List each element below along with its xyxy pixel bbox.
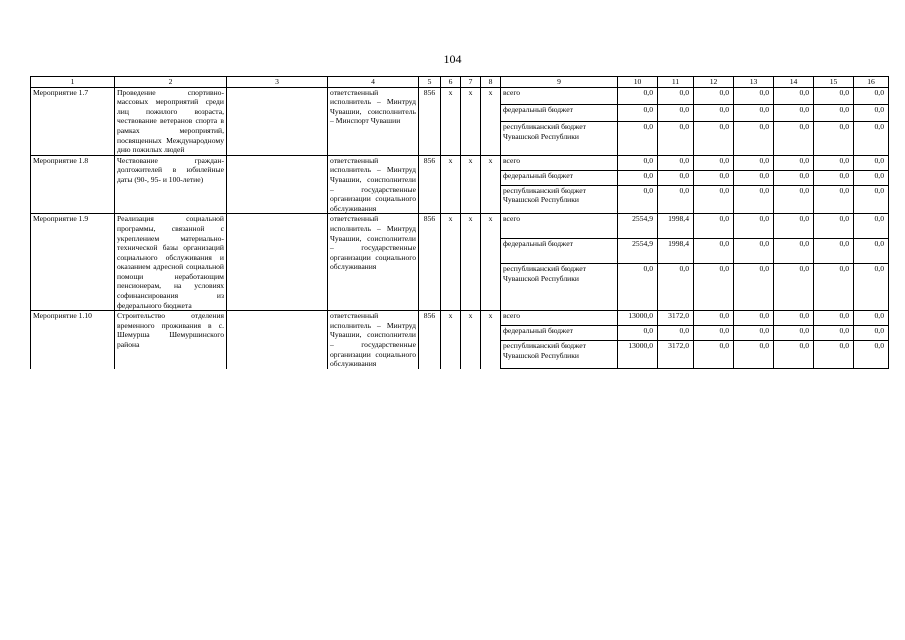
- value-cell: 0,0: [694, 155, 734, 170]
- value-cell: 0,0: [694, 239, 734, 264]
- value-cell: 2554,9: [618, 214, 658, 239]
- event-name: Реализация социальной программы, связанной с укреплением материально-технической базы организаций социального обслуживания и оказанием адресной социальной помощи неработающим пенсионерам, на условиях софинансирования из федерального бюджета: [115, 214, 227, 311]
- header-cell: 8: [481, 77, 501, 88]
- event-id: Мероприятие 1.8: [31, 155, 115, 214]
- value-cell: 0,0: [658, 326, 694, 341]
- value-cell: 0,0: [854, 326, 889, 341]
- value-cell: 0,0: [734, 170, 774, 185]
- header-cell: 1: [31, 77, 115, 88]
- value-cell: 0,0: [658, 87, 694, 104]
- value-cell: 0,0: [734, 155, 774, 170]
- value-cell: 0,0: [854, 263, 889, 310]
- value-cell: 0,0: [694, 122, 734, 155]
- header-cell: 16: [854, 77, 889, 88]
- value-cell: 0,0: [694, 87, 734, 104]
- empty-cell: [227, 87, 328, 155]
- value-cell: 0,0: [734, 214, 774, 239]
- value-cell: 0,0: [734, 87, 774, 104]
- mark-cell: х: [481, 155, 501, 214]
- code-cell: 856: [419, 87, 441, 155]
- value-cell: 0,0: [618, 155, 658, 170]
- value-cell: 0,0: [814, 214, 854, 239]
- value-cell: 0,0: [618, 170, 658, 185]
- value-cell: 0,0: [814, 87, 854, 104]
- mark-cell: х: [461, 214, 481, 311]
- value-cell: 0,0: [774, 311, 814, 326]
- budget-source: республиканский бюджет Чувашской Республики: [501, 263, 618, 310]
- value-cell: 0,0: [774, 185, 814, 214]
- event-name: Проведение спортивно-массовых мероприятий среди лиц пожилого возраста, чествование ветеранов спорта в рамках мероприятий, посвященных Международному дню пожилых людей: [115, 87, 227, 155]
- value-cell: 0,0: [814, 170, 854, 185]
- value-cell: 0,0: [814, 326, 854, 341]
- header-cell: 14: [774, 77, 814, 88]
- budget-source: всего: [501, 87, 618, 104]
- budget-source: всего: [501, 214, 618, 239]
- value-cell: 1998,4: [658, 214, 694, 239]
- value-cell: 13000,0: [618, 311, 658, 326]
- value-cell: 0,0: [694, 263, 734, 310]
- program-table: [30, 76, 889, 369]
- value-cell: 0,0: [734, 263, 774, 310]
- event-name: Строительство отделения временного проживания в с. Шемурша Шемуршинского района: [115, 311, 227, 369]
- header-cell: 2: [115, 77, 227, 88]
- budget-source: республиканский бюджет Чувашской Республики: [501, 185, 618, 214]
- value-cell: 0,0: [694, 214, 734, 239]
- value-cell: 0,0: [618, 185, 658, 214]
- value-cell: 0,0: [814, 311, 854, 326]
- value-cell: 0,0: [734, 185, 774, 214]
- value-cell: 0,0: [734, 105, 774, 122]
- code-cell: 856: [419, 311, 441, 369]
- value-cell: 0,0: [854, 122, 889, 155]
- value-cell: 3172,0: [658, 340, 694, 368]
- value-cell: 0,0: [814, 122, 854, 155]
- value-cell: 0,0: [618, 122, 658, 155]
- value-cell: 0,0: [814, 263, 854, 310]
- value-cell: 0,0: [814, 155, 854, 170]
- budget-source: республиканский бюджет Чувашской Республики: [501, 340, 618, 368]
- value-cell: 0,0: [774, 340, 814, 368]
- budget-source: федеральный бюджет: [501, 170, 618, 185]
- header-cell: 6: [441, 77, 461, 88]
- value-cell: 0,0: [774, 326, 814, 341]
- value-cell: 0,0: [618, 326, 658, 341]
- budget-source: республиканский бюджет Чувашской Республики: [501, 122, 618, 155]
- event-executors: ответственный исполнитель – Минтруд Чувашии, соисполнители – государственные организации социального обслуживания: [328, 311, 419, 369]
- header-cell: 9: [501, 77, 618, 88]
- value-cell: 0,0: [774, 122, 814, 155]
- value-cell: 0,0: [814, 340, 854, 368]
- mark-cell: х: [441, 87, 461, 155]
- value-cell: 0,0: [658, 155, 694, 170]
- value-cell: 0,0: [658, 105, 694, 122]
- header-cell: 15: [814, 77, 854, 88]
- value-cell: 2554,9: [618, 239, 658, 264]
- value-cell: 0,0: [658, 185, 694, 214]
- value-cell: 0,0: [694, 326, 734, 341]
- value-cell: 0,0: [854, 239, 889, 264]
- value-cell: 0,0: [774, 170, 814, 185]
- value-cell: 0,0: [734, 239, 774, 264]
- budget-source: федеральный бюджет: [501, 239, 618, 264]
- value-cell: 0,0: [774, 155, 814, 170]
- mark-cell: х: [461, 87, 481, 155]
- table-row: [31, 87, 889, 104]
- budget-source: федеральный бюджет: [501, 105, 618, 122]
- value-cell: 0,0: [854, 340, 889, 368]
- value-cell: 0,0: [854, 105, 889, 122]
- event-name: Чествование граждан-долгожителей в юбилейные даты (90-, 95- и 100-летие): [115, 155, 227, 214]
- mark-cell: х: [441, 311, 461, 369]
- value-cell: 0,0: [694, 340, 734, 368]
- header-cell: 10: [618, 77, 658, 88]
- value-cell: 0,0: [774, 87, 814, 104]
- event-executors: ответственный исполнитель – Минтруд Чувашии, соисполнители – государственные организации социального обслуживания: [328, 155, 419, 214]
- mark-cell: х: [441, 214, 461, 311]
- mark-cell: х: [481, 87, 501, 155]
- event-executors: ответственный исполнитель – Минтруд Чувашии, соисполнители – государственные организации социального обслуживания: [328, 214, 419, 311]
- value-cell: 0,0: [618, 87, 658, 104]
- mark-cell: х: [461, 311, 481, 369]
- table-row: [31, 155, 889, 170]
- empty-cell: [227, 311, 328, 369]
- event-id: Мероприятие 1.7: [31, 87, 115, 155]
- value-cell: 0,0: [854, 214, 889, 239]
- event-id: Мероприятие 1.10: [31, 311, 115, 369]
- header-row: [31, 77, 889, 88]
- event-id: Мероприятие 1.9: [31, 214, 115, 311]
- value-cell: 0,0: [618, 263, 658, 310]
- value-cell: 0,0: [774, 214, 814, 239]
- value-cell: 1998,4: [658, 239, 694, 264]
- value-cell: 0,0: [814, 185, 854, 214]
- value-cell: 13000,0: [618, 340, 658, 368]
- value-cell: 0,0: [854, 87, 889, 104]
- value-cell: 0,0: [618, 105, 658, 122]
- value-cell: 0,0: [694, 311, 734, 326]
- header-cell: 13: [734, 77, 774, 88]
- header-cell: 5: [419, 77, 441, 88]
- page-number: 104: [443, 52, 462, 66]
- code-cell: 856: [419, 214, 441, 311]
- budget-source: всего: [501, 155, 618, 170]
- budget-source: федеральный бюджет: [501, 326, 618, 341]
- value-cell: 0,0: [734, 122, 774, 155]
- value-cell: 0,0: [774, 239, 814, 264]
- header-cell: 7: [461, 77, 481, 88]
- budget-source: всего: [501, 311, 618, 326]
- header-cell: 12: [694, 77, 734, 88]
- value-cell: 0,0: [658, 122, 694, 155]
- value-cell: 0,0: [658, 263, 694, 310]
- empty-cell: [227, 214, 328, 311]
- header-cell: 4: [328, 77, 419, 88]
- value-cell: 0,0: [854, 185, 889, 214]
- mark-cell: х: [481, 214, 501, 311]
- mark-cell: х: [461, 155, 481, 214]
- value-cell: 0,0: [854, 170, 889, 185]
- table-row: [31, 311, 889, 326]
- value-cell: 0,0: [854, 311, 889, 326]
- value-cell: 0,0: [774, 105, 814, 122]
- header-cell: 11: [658, 77, 694, 88]
- mark-cell: х: [481, 311, 501, 369]
- value-cell: 0,0: [814, 105, 854, 122]
- value-cell: 0,0: [658, 170, 694, 185]
- value-cell: 0,0: [814, 239, 854, 264]
- value-cell: 0,0: [734, 311, 774, 326]
- value-cell: 0,0: [694, 105, 734, 122]
- value-cell: 0,0: [734, 340, 774, 368]
- mark-cell: х: [441, 155, 461, 214]
- empty-cell: [227, 155, 328, 214]
- value-cell: 0,0: [694, 185, 734, 214]
- event-executors: ответственный исполнитель – Минтруд Чувашии, соисполнитель – Минспорт Чувашии: [328, 87, 419, 155]
- code-cell: 856: [419, 155, 441, 214]
- value-cell: 3172,0: [658, 311, 694, 326]
- value-cell: 0,0: [854, 155, 889, 170]
- value-cell: 0,0: [734, 326, 774, 341]
- table-row: [31, 214, 889, 239]
- value-cell: 0,0: [774, 263, 814, 310]
- header-cell: 3: [227, 77, 328, 88]
- value-cell: 0,0: [694, 170, 734, 185]
